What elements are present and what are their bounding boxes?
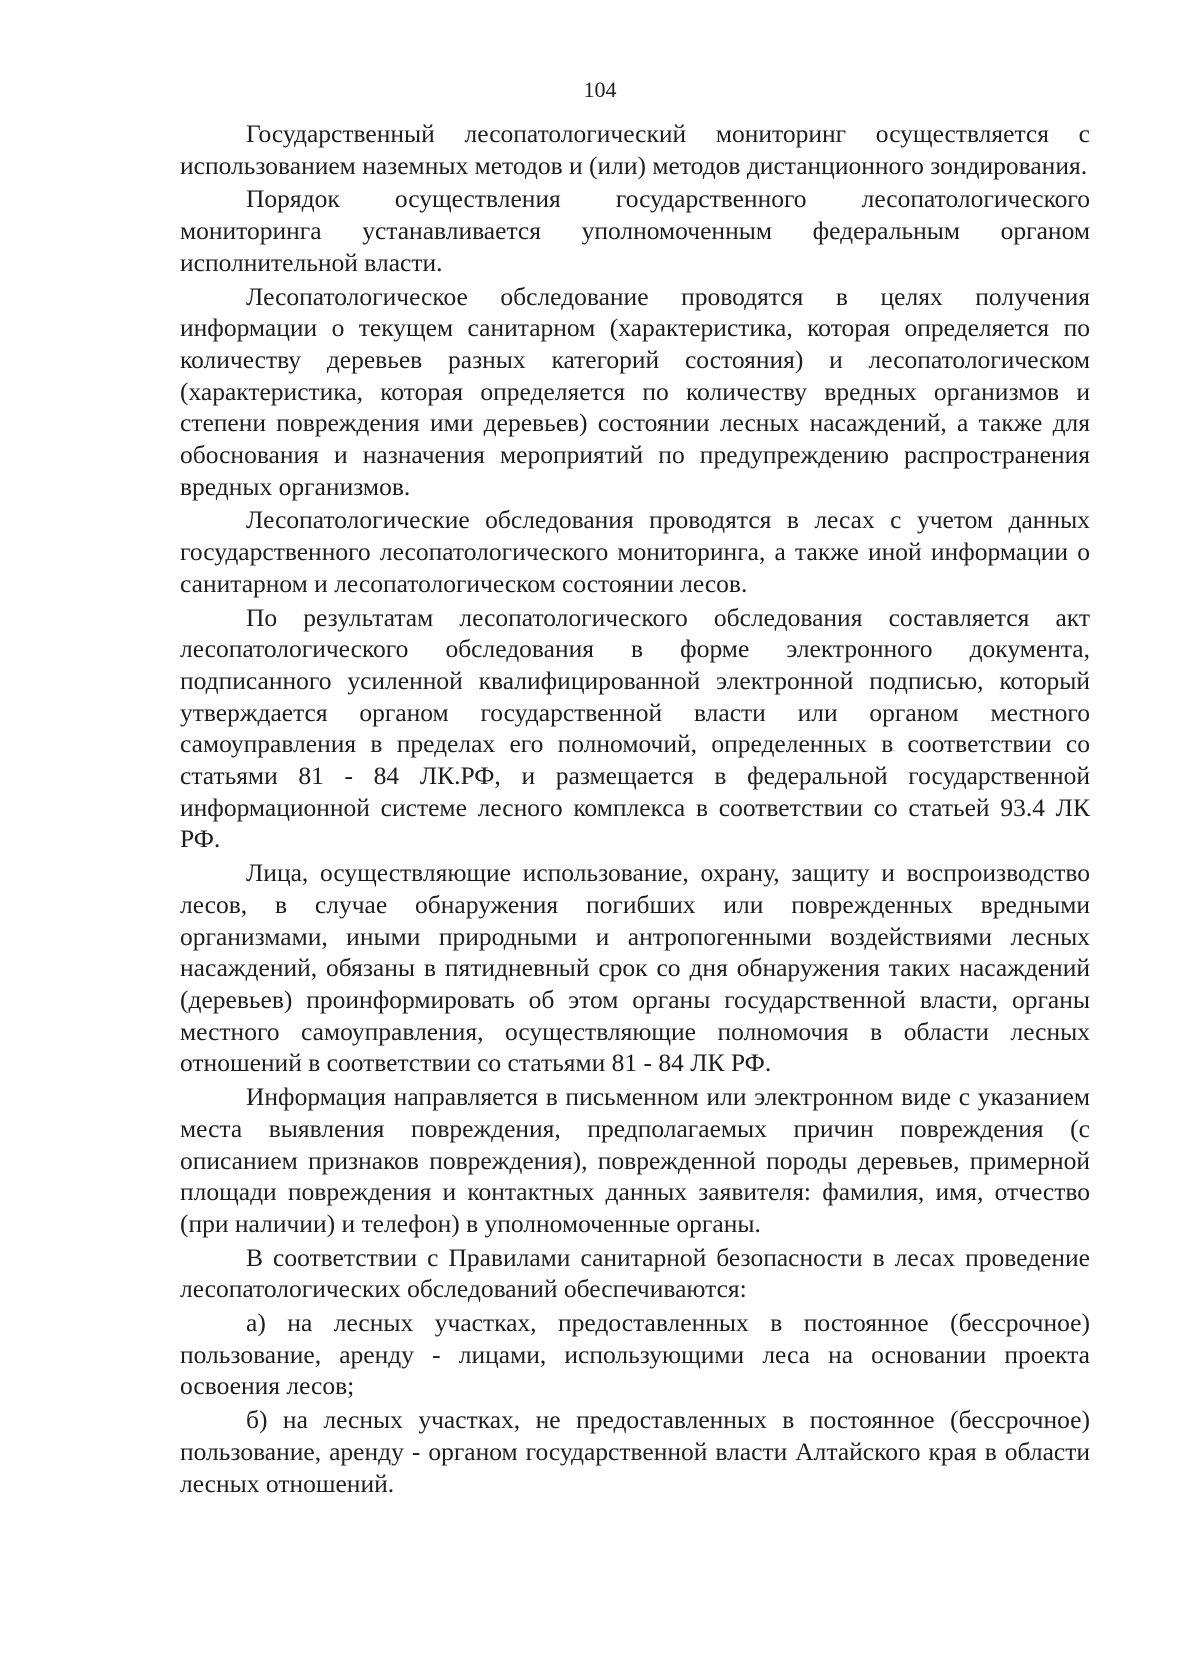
paragraph: Информация направляется в письменном или электронном виде с указанием места выявления повреждения, предполагаемых причин повреждения (с описанием признаков повреждения), поврежденной породы деревьев, примерной площади повреждения и контактных данных заявителя: фамилия, имя, отчество (при наличии) и телефон) в уполномоченные органы. [180,1082,1090,1238]
paragraph: В соответствии с Правилами санитарной безопасности в лесах проведение лесопатологических обследований обеспечиваются: [180,1242,1090,1304]
list-item: б) на лесных участках, не предоставленных в постоянное (бессрочное) пользование, аренду - органом государственной власти Алтайского края в области лесных отношений. [180,1405,1090,1498]
paragraph: Лесопатологическое обследование проводятся в целях получения информации о текущем санитарном (характеристика, которая определяется по количеству деревьев разных категорий состояния) и лесопатологическом (характеристика, которая определяется по количеству вредных организмов и степени повреждения ими деревьев) состоянии лесных насаждений, а также для обоснования и назначения мероприятий по предупреждению распространения вредных организмов. [180,281,1090,501]
list-item: а) на лесных участках, предоставленных в постоянное (бессрочное) пользование, аренду - лицами, использующими леса на основании проекта освоения лесов; [180,1308,1090,1401]
document-body [180,118,1090,1501]
paragraph: Лица, осуществляющие использование, охрану, защиту и воспроизводство лесов, в случае обнаружения погибших или поврежденных вредными организмами, иными природными и антропогенными воздействиями лесных насаждений, обязаны в пятидневный срок со дня обнаружения таких насаждений (деревьев) проинформировать об этом органы государственной власти, органы местного самоуправления, осуществляющие полномочия в области лесных отношений в соответствии со статьями 81 - 84 ЛК РФ. [180,858,1090,1078]
paragraph: По результатам лесопатологического обследования составляется акт лесопатологического обследования в форме электронного документа, подписанного усиленной квалифицированной электронной подписью, который утверждается органом государственной власти или органом местного самоуправления в пределах его полномочий, определенных в соответствии со статьями 81 - 84 ЛК.РФ, и размещается в федеральной государственной информационной системе лесного комплекса в соответствии со статьей 93.4 ЛК РФ. [180,602,1090,854]
paragraph: Порядок осуществления государственного лесопатологического мониторинга устанавливается уполномоченным федеральным органом исполнительной власти. [180,184,1090,277]
paragraph: Государственный лесопатологический мониторинг осуществляется с использованием наземных методов и (или) методов дистанционного зондирования. [180,119,1090,180]
paragraph: Лесопатологические обследования проводятся в лесах с учетом данных государственного лесопатологического мониторинга, а также иной информации о санитарном и лесопатологическом состоянии лесов. [180,505,1090,598]
page-number: 104 [583,77,617,102]
